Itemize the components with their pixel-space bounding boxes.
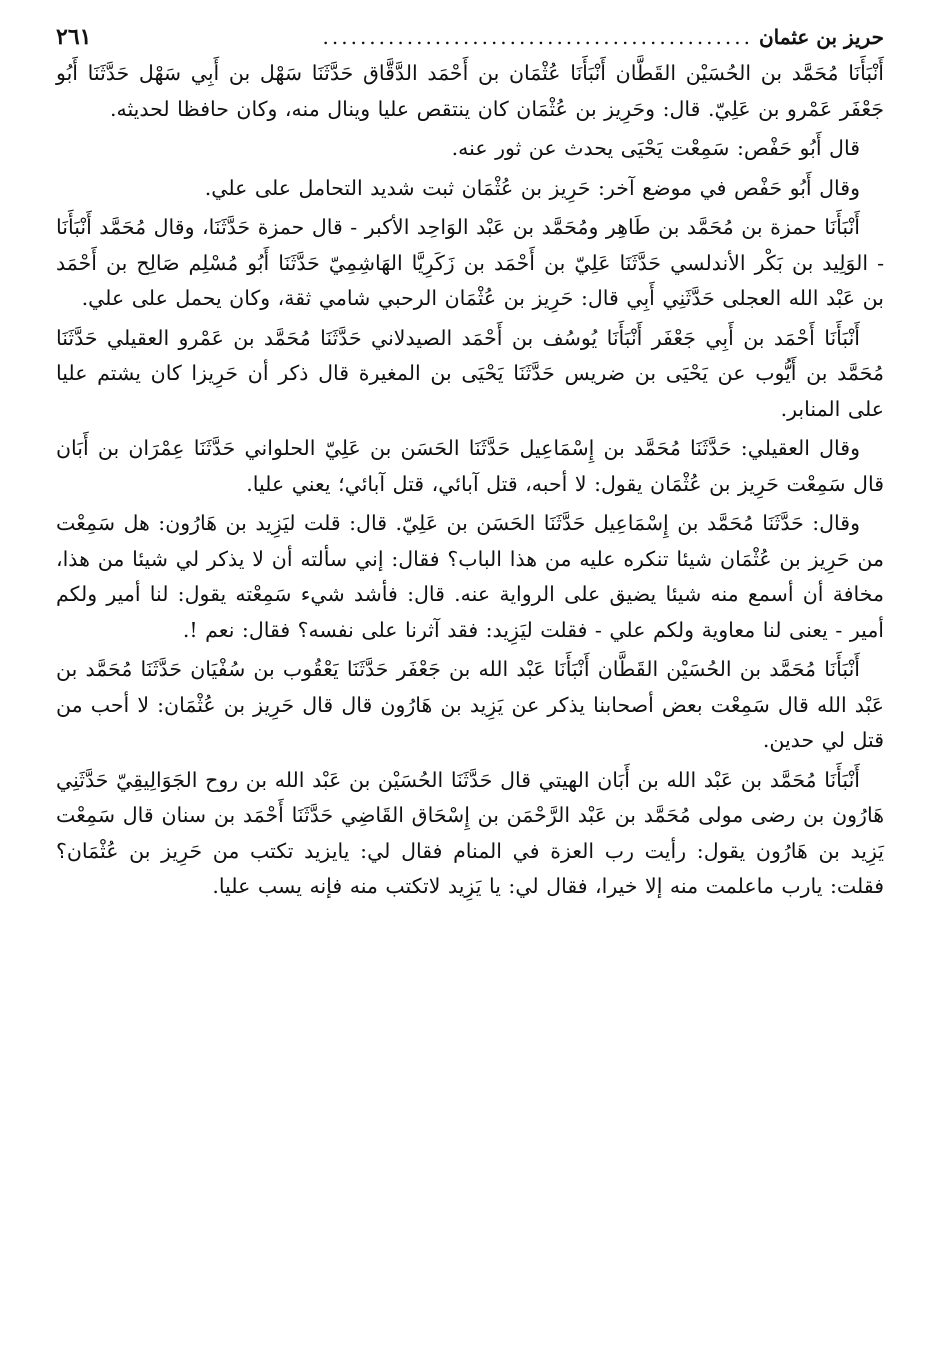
paragraph: أَنْبَأَنَا أَحْمَد بن أَبِي جَعْفَر أَنْبَأَنَا يُوسُف بن أَحْمَد الصيدلاني حَدَّثَنَا مُحَمَّد بن عَمْرو العقيلي حَدَّثَنَا مُحَمَّد بن أَيُّوب عن يَحْيَى بن ضريس حَدَّثَنَا يَحْيَى بن المغيرة قال ذكر أن حَرِيزا كان يشتم عليا على المنابر. xyxy=(56,325,884,421)
dot-leader: .............................................. xyxy=(322,25,753,49)
page-body xyxy=(56,56,884,905)
page-number: ٢٦١ xyxy=(56,24,92,50)
paragraph: قال أَبُو حَفْص: سَمِعْت يَحْيَى يحدث عن ثور عنه. xyxy=(451,136,860,160)
paragraph: وقال: حَدَّثَنَا مُحَمَّد بن إِسْمَاعِيل حَدَّثَنَا الحَسَن بن عَلِيّ. قال: قلت ليَزِيد بن هَارُون: هل سَمِعْت من حَرِيز بن عُثْمَان شيئا تنكره عليه من هذا الباب؟ فقال: إني سألته أن لا يذكر لي شيئا من هذا، مخافة أن أسمع منه شيئا يضيق على الرواية عنه. قال: فأشد شيء سَمِعْته يقول: لنا أمير ولكم أمير - يعنى لنا معاوية ولكم علي - فقلت ليَزِيد: فقد آثرنا على نفسه؟ فقال: نعم !. xyxy=(56,511,884,642)
book-page xyxy=(56,22,884,909)
running-head xyxy=(56,22,884,54)
running-title: حريز بن عثمان xyxy=(758,25,884,49)
paragraph: أَنْبَأَنَا مُحَمَّد بن الحُسَيْن القَطَّان أَنْبَأَنَا عَبْد الله بن جَعْفَر حَدَّثَنَا يَعْقُوب بن سُفْيَان حَدَّثَنَا مُحَمَّد بن عَبْد الله قال سَمِعْت بعض أصحابنا يذكر عن يَزِيد بن هَارُون قال قال حَرِيز بن عُثْمَان: لا أحب من قتل لي حدين. xyxy=(56,657,884,752)
paragraph: أَنْبَأَنَا مُحَمَّد بن عَبْد الله بن أَبَان الهيتي قال حَدَّثَنَا الحُسَيْن بن عَبْد الله بن روح الجَوَالِيقِيّ حَدَّثَنِي هَارُون بن رضى مولى مُحَمَّد بن عَبْد الرَّحْمَن بن إِسْحَاق القَاضِي حَدَّثَنَا أَحْمَد بن سنان قال سَمِعْت يَزِيد بن هَارُون يقول: رأيت رب العزة في المنام فقال لي: يايزيد تكتب من حَرِيز بن عُثْمَان؟ فقلت: يارب ماعلمت منه إلا خيرا، فقال لي: يا يَزِيد لاتكتب منه فإنه يسب عليا. xyxy=(56,767,884,898)
paragraph: أَنْبَأَنَا حمزة بن مُحَمَّد بن طَاهِر ومُحَمَّد بن عَبْد الوَاحِد الأكبر - قال حمزة حَدَّثَنَا، وقال مُحَمَّد أَنْبَأَنَا - الوَلِيد بن بَكْر الأندلسي حَدَّثَنَا عَلِيّ بن أَحْمَد بن زَكَرِيَّا الهَاشِمِيّ حَدَّثَنَا أَبُو مُسْلِم صَالِح بن أَحْمَد بن عَبْد الله العجلى حَدَّثَنِي أَبِي قال: حَرِيز بن عُثْمَان الرحبي شامي ثقة، وكان يحمل على علي. xyxy=(56,215,884,310)
paragraph: وقال أَبُو حَفْص في موضع آخر: حَرِيز بن عُثْمَان ثبت شديد التحامل على علي. xyxy=(204,175,860,200)
paragraph: أَنْبَأَنَا مُحَمَّد بن الحُسَيْن القَطَّان أَنْبَأَنَا عُثْمَان بن أَحْمَد الدَّقَّاق حَدَّثَنَا سَهْل بن أَبِي سَهْل حَدَّثَنَا أَبُو جَعْفَر عَمْرو بن عَلِيّ. قال: وحَرِيز بن عُثْمَان كان ينتقص عليا وينال منه، وكان حافظا لحديثه. xyxy=(56,61,884,121)
paragraph: وقال العقيلي: حَدَّثَنَا مُحَمَّد بن إِسْمَاعِيل حَدَّثَنَا الحَسَن بن عَلِيّ الحلواني حَدَّثَنَا عِمْرَان بن أَبَان قال سَمِعْت حَرِيز بن عُثْمَان يقول: لا أحبه، قتل آبائي، قتل آبائي؛ يعني عليا. xyxy=(56,436,884,496)
